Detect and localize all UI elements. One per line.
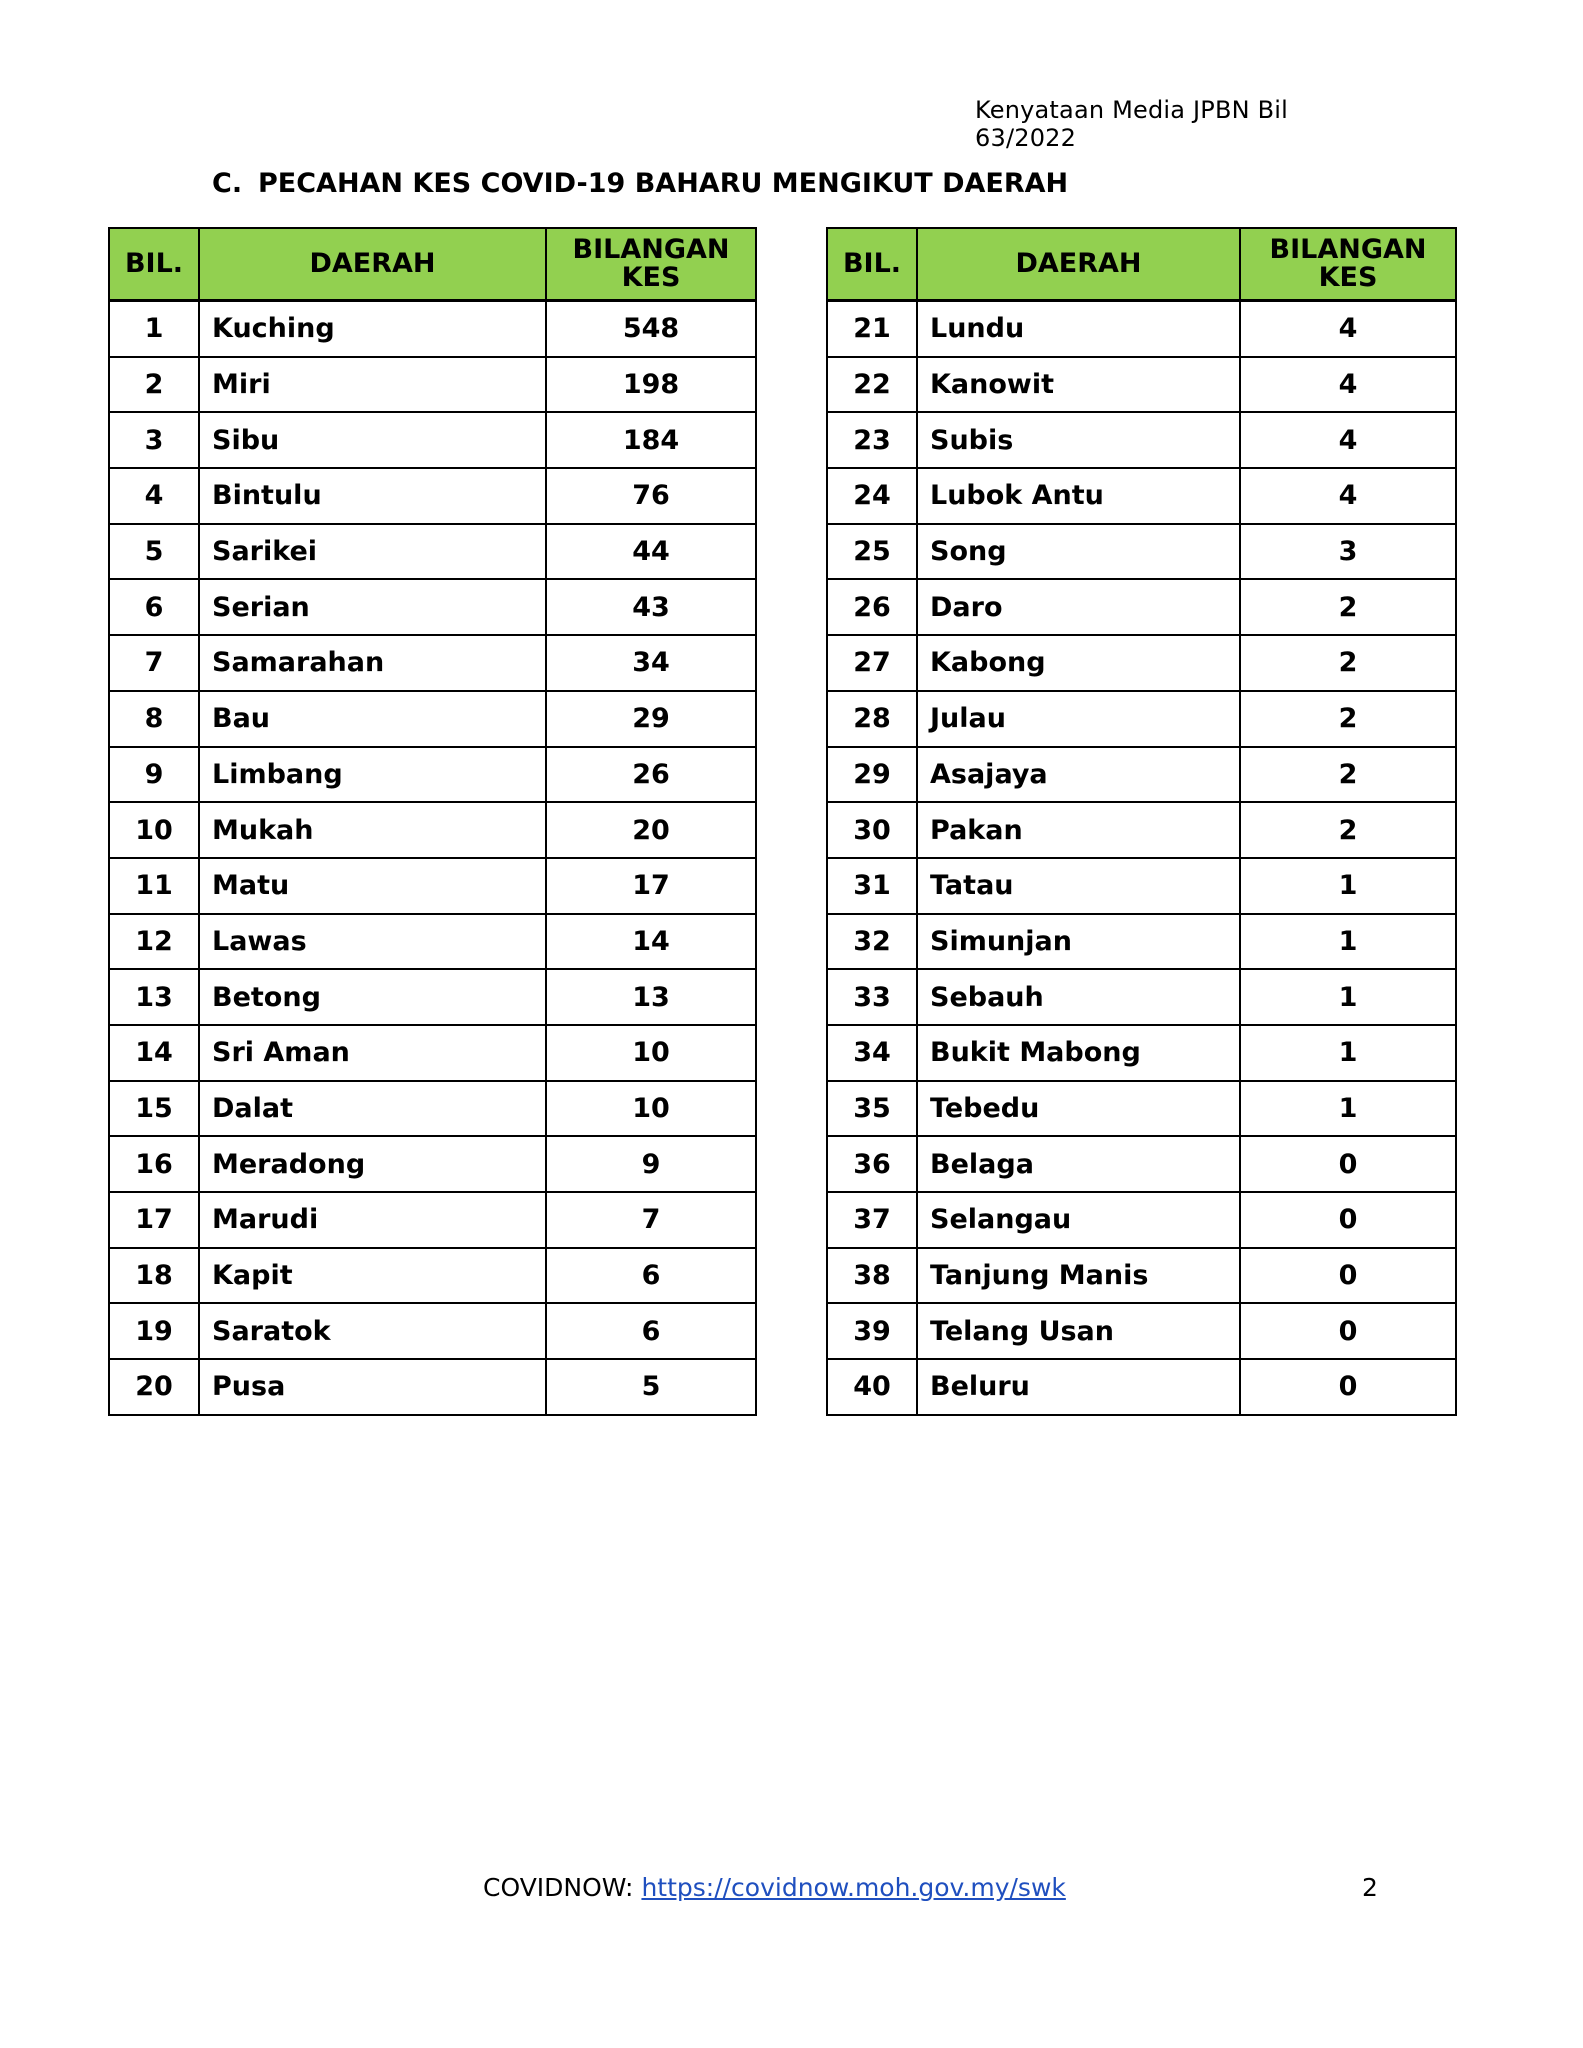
- row-number: 15: [109, 1081, 199, 1137]
- district-name: Beluru: [917, 1359, 1240, 1415]
- column-header-bil: BIL.: [827, 228, 917, 301]
- table-row: [109, 1136, 756, 1192]
- district-name: Subis: [917, 412, 1240, 468]
- district-name: Sibu: [199, 412, 546, 468]
- table-row: [109, 914, 756, 970]
- row-number: 6: [109, 579, 199, 635]
- table-row: [827, 1136, 1456, 1192]
- row-number: 38: [827, 1248, 917, 1304]
- table-row: [827, 858, 1456, 914]
- row-number: 2: [109, 357, 199, 413]
- table-row: [827, 579, 1456, 635]
- footer-prefix: COVIDNOW:: [483, 1873, 642, 1902]
- district-name: Telang Usan: [917, 1303, 1240, 1359]
- case-count: 198: [546, 357, 756, 413]
- row-number: 18: [109, 1248, 199, 1304]
- table-row: [827, 468, 1456, 524]
- district-name: Pakan: [917, 802, 1240, 858]
- district-name: Saratok: [199, 1303, 546, 1359]
- district-name: Sarikei: [199, 524, 546, 580]
- table-row: [109, 747, 756, 803]
- district-name: Kanowit: [917, 357, 1240, 413]
- table-row: [109, 802, 756, 858]
- column-header-bil: BIL.: [109, 228, 199, 301]
- district-name: Lubok Antu: [917, 468, 1240, 524]
- case-count: 4: [1240, 301, 1456, 357]
- column-header-bilangan-line2: KES: [1318, 262, 1378, 293]
- row-number: 23: [827, 412, 917, 468]
- district-name: Marudi: [199, 1192, 546, 1248]
- district-cases-table-left: [108, 227, 757, 1416]
- case-count: 0: [1240, 1303, 1456, 1359]
- case-count: 14: [546, 914, 756, 970]
- district-name: Bintulu: [199, 468, 546, 524]
- district-name: Bau: [199, 691, 546, 747]
- table-row: [109, 969, 756, 1025]
- case-count: 1: [1240, 969, 1456, 1025]
- case-count: 2: [1240, 747, 1456, 803]
- row-number: 17: [109, 1192, 199, 1248]
- row-number: 32: [827, 914, 917, 970]
- case-count: 13: [546, 969, 756, 1025]
- district-name: Kapit: [199, 1248, 546, 1304]
- case-count: 2: [1240, 579, 1456, 635]
- row-number: 33: [827, 969, 917, 1025]
- row-number: 28: [827, 691, 917, 747]
- district-name: Samarahan: [199, 635, 546, 691]
- page-number: 2: [1362, 1873, 1378, 1902]
- row-number: 5: [109, 524, 199, 580]
- row-number: 8: [109, 691, 199, 747]
- district-name: Dalat: [199, 1081, 546, 1137]
- district-name: Kuching: [199, 301, 546, 357]
- table-row: [827, 1359, 1456, 1415]
- district-name: Daro: [917, 579, 1240, 635]
- table-row: [827, 1248, 1456, 1304]
- case-count: 9: [546, 1136, 756, 1192]
- table-row: [827, 914, 1456, 970]
- table-row: [827, 301, 1456, 357]
- district-name: Asajaya: [917, 747, 1240, 803]
- case-count: 1: [1240, 914, 1456, 970]
- table-row: [109, 635, 756, 691]
- table-header-row: [109, 228, 756, 301]
- district-name: Song: [917, 524, 1240, 580]
- table-row: [109, 691, 756, 747]
- case-count: 43: [546, 579, 756, 635]
- table-row: [827, 1303, 1456, 1359]
- table-row: [109, 301, 756, 357]
- covidnow-link[interactable]: https://covidnow.moh.gov.my/swk: [641, 1873, 1066, 1902]
- row-number: 22: [827, 357, 917, 413]
- district-name: Pusa: [199, 1359, 546, 1415]
- case-count: 26: [546, 747, 756, 803]
- district-name: Lundu: [917, 301, 1240, 357]
- district-name: Tatau: [917, 858, 1240, 914]
- case-count: 0: [1240, 1248, 1456, 1304]
- row-number: 9: [109, 747, 199, 803]
- row-number: 40: [827, 1359, 917, 1415]
- row-number: 34: [827, 1025, 917, 1081]
- row-number: 13: [109, 969, 199, 1025]
- table-row: [827, 1025, 1456, 1081]
- column-header-bilangan-line1: BILANGAN: [572, 234, 730, 265]
- district-name: Lawas: [199, 914, 546, 970]
- case-count: 184: [546, 412, 756, 468]
- district-cases-table-right: [826, 227, 1457, 1416]
- row-number: 24: [827, 468, 917, 524]
- case-count: 1: [1240, 858, 1456, 914]
- row-number: 12: [109, 914, 199, 970]
- case-count: 2: [1240, 802, 1456, 858]
- table-body-right: [827, 301, 1456, 1415]
- row-number: 20: [109, 1359, 199, 1415]
- case-count: 5: [546, 1359, 756, 1415]
- section-letter: C.: [212, 168, 243, 199]
- table-row: [109, 524, 756, 580]
- case-count: 17: [546, 858, 756, 914]
- case-count: 10: [546, 1025, 756, 1081]
- case-count: 3: [1240, 524, 1456, 580]
- case-count: 7: [546, 1192, 756, 1248]
- district-name: Sebauh: [917, 969, 1240, 1025]
- table-row: [109, 1248, 756, 1304]
- table-body-left: [109, 301, 756, 1415]
- row-number: 36: [827, 1136, 917, 1192]
- table-row: [827, 691, 1456, 747]
- table-row: [109, 1192, 756, 1248]
- case-count: 44: [546, 524, 756, 580]
- district-name: Matu: [199, 858, 546, 914]
- case-count: 34: [546, 635, 756, 691]
- district-name: Betong: [199, 969, 546, 1025]
- case-count: 1: [1240, 1081, 1456, 1137]
- row-number: 26: [827, 579, 917, 635]
- row-number: 30: [827, 802, 917, 858]
- case-count: 6: [546, 1303, 756, 1359]
- column-header-bilangan-kes: [546, 228, 756, 301]
- case-count: 20: [546, 802, 756, 858]
- table-row: [109, 412, 756, 468]
- document-header-reference: Kenyataan Media JPBN Bil 63/2022: [975, 96, 1289, 152]
- district-name: Limbang: [199, 747, 546, 803]
- column-header-bilangan-kes: [1240, 228, 1456, 301]
- table-row: [827, 524, 1456, 580]
- row-number: 11: [109, 858, 199, 914]
- column-header-bilangan-line1: BILANGAN: [1269, 234, 1427, 265]
- case-count: 548: [546, 301, 756, 357]
- case-count: 0: [1240, 1136, 1456, 1192]
- row-number: 25: [827, 524, 917, 580]
- district-name: Tanjung Manis: [917, 1248, 1240, 1304]
- column-header-bilangan-line2: KES: [621, 262, 681, 293]
- table-row: [827, 635, 1456, 691]
- table-row: [109, 1025, 756, 1081]
- row-number: 16: [109, 1136, 199, 1192]
- district-name: Selangau: [917, 1192, 1240, 1248]
- row-number: 35: [827, 1081, 917, 1137]
- row-number: 39: [827, 1303, 917, 1359]
- table-row: [109, 1359, 756, 1415]
- row-number: 10: [109, 802, 199, 858]
- district-name: Meradong: [199, 1136, 546, 1192]
- table-row: [827, 1081, 1456, 1137]
- case-count: 4: [1240, 357, 1456, 413]
- case-count: 0: [1240, 1359, 1456, 1415]
- district-name: Miri: [199, 357, 546, 413]
- table-row: [827, 802, 1456, 858]
- case-count: 29: [546, 691, 756, 747]
- table-row: [827, 412, 1456, 468]
- column-header-daerah: DAERAH: [917, 228, 1240, 301]
- district-name: Mukah: [199, 802, 546, 858]
- district-name: Belaga: [917, 1136, 1240, 1192]
- case-count: 10: [546, 1081, 756, 1137]
- case-count: 2: [1240, 635, 1456, 691]
- row-number: 3: [109, 412, 199, 468]
- table-row: [827, 747, 1456, 803]
- section-title: [212, 168, 1112, 199]
- case-count: 2: [1240, 691, 1456, 747]
- table-row: [827, 969, 1456, 1025]
- table-row: [827, 1192, 1456, 1248]
- district-name: Julau: [917, 691, 1240, 747]
- section-title-text: PECAHAN KES COVID-19 BAHARU MENGIKUT DAERAH: [258, 168, 1069, 199]
- district-name: Bukit Mabong: [917, 1025, 1240, 1081]
- table-row: [109, 468, 756, 524]
- district-name: Sri Aman: [199, 1025, 546, 1081]
- case-count: 4: [1240, 468, 1456, 524]
- row-number: 7: [109, 635, 199, 691]
- table-header-row: [827, 228, 1456, 301]
- table-row: [109, 357, 756, 413]
- row-number: 1: [109, 301, 199, 357]
- table-row: [827, 357, 1456, 413]
- district-name: Kabong: [917, 635, 1240, 691]
- case-count: 6: [546, 1248, 756, 1304]
- district-name: Simunjan: [917, 914, 1240, 970]
- row-number: 14: [109, 1025, 199, 1081]
- case-count: 76: [546, 468, 756, 524]
- table-row: [109, 858, 756, 914]
- district-name: Tebedu: [917, 1081, 1240, 1137]
- footer-covidnow: [483, 1873, 1066, 1902]
- row-number: 27: [827, 635, 917, 691]
- table-row: [109, 1081, 756, 1137]
- row-number: 4: [109, 468, 199, 524]
- row-number: 37: [827, 1192, 917, 1248]
- row-number: 29: [827, 747, 917, 803]
- case-count: 4: [1240, 412, 1456, 468]
- row-number: 31: [827, 858, 917, 914]
- table-row: [109, 1303, 756, 1359]
- column-header-daerah: DAERAH: [199, 228, 546, 301]
- table-row: [109, 579, 756, 635]
- row-number: 21: [827, 301, 917, 357]
- case-count: 1: [1240, 1025, 1456, 1081]
- district-name: Serian: [199, 579, 546, 635]
- case-count: 0: [1240, 1192, 1456, 1248]
- row-number: 19: [109, 1303, 199, 1359]
